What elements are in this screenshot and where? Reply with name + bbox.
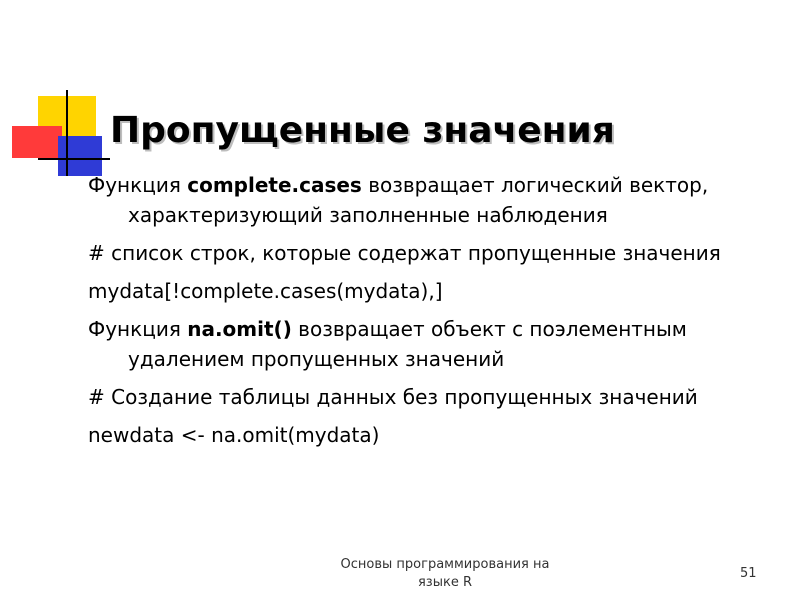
paragraph-1 — [88, 170, 788, 230]
code-keyword: na.omit() — [187, 317, 292, 341]
horizontal-line — [38, 158, 110, 160]
paragraph-3 — [88, 276, 788, 306]
slide-title: Пропущенные значения — [110, 110, 615, 151]
paragraph-text: Функция — [88, 317, 188, 341]
paragraph-text: mydata[!complete.cases(mydata),] — [88, 279, 443, 303]
red-square — [12, 126, 62, 158]
code-keyword: complete.cases — [187, 173, 362, 197]
paragraph-text: # список строк, которые содержат пропущенные значения — [88, 241, 721, 265]
decorative-squares-logo — [0, 0, 120, 180]
vertical-line — [66, 90, 68, 176]
paragraph-text: # Создание таблицы данных без пропущенных значений — [88, 385, 698, 409]
paragraph-4 — [88, 314, 788, 374]
paragraph-text: возвращает логический вектор, характеризующий заполненные наблюдения — [128, 173, 709, 227]
slide-body — [88, 170, 788, 458]
paragraph-5 — [88, 382, 788, 412]
paragraph-2 — [88, 238, 788, 268]
slide-footer: Основы программирования на языке R — [340, 557, 550, 590]
paragraph-6 — [88, 420, 788, 450]
paragraph-text: возвращает объект с поэлементным удалением пропущенных значений — [128, 317, 687, 371]
page-number: 51 — [740, 566, 757, 581]
paragraph-text: newdata <- na.omit(mydata) — [88, 423, 380, 447]
paragraph-text: Функция — [88, 173, 188, 197]
